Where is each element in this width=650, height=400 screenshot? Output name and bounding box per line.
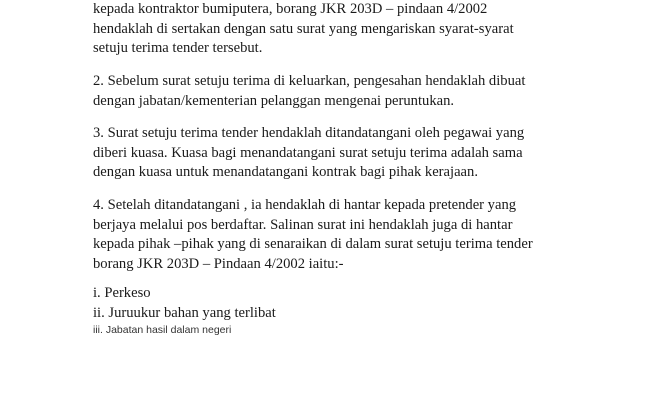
list-item: i. Perkeso [93, 285, 151, 301]
list-item: ii. Juruukur bahan yang terlibat [93, 304, 276, 321]
text-line: dengan jabatan/kementerian pelanggan mengenai peruntukan. [93, 92, 455, 109]
text-line: borang JKR 203D – Pindaan 4/2002 iaitu:- [93, 255, 344, 272]
paragraph-4 [93, 196, 533, 274]
text-line: kepada pihak –pihak yang di senaraikan di dalam surat setuju terima tender [93, 236, 533, 252]
text-line: setuju terima tender tersebut. [93, 40, 263, 56]
paragraph-3 [93, 124, 524, 183]
text-line: 3. Surat setuju terima tender hendaklah ditandatangani oleh pegawai yang [93, 125, 525, 141]
recipient-list [93, 284, 276, 337]
text-line: 4. Setelah ditandatangani , ia hendaklah di hantar kepada pretender yang [93, 197, 517, 213]
text-line: 2. Sebelum surat setuju terima di keluarkan, pengesahan hendaklah dibuat [93, 73, 526, 89]
text-line: diberi kuasa. Kuasa bagi menandatangani surat setuju terima adalah sama [93, 144, 523, 161]
text-line: dengan kuasa untuk menandatangani kontrak bagi pihak kerajaan. [93, 164, 478, 180]
paragraph-1-continuation [93, 0, 514, 59]
text-line: hendaklah di sertakan dengan satu surat yang mengariskan syarat-syarat [93, 20, 514, 37]
text-line: kepada kontraktor bumiputera, borang JKR 203D – pindaan 4/2002 [93, 1, 488, 17]
paragraph-2 [93, 72, 525, 111]
text-line: berjaya melalui pos berdaftar. Salinan surat ini hendaklah juga di hantar [93, 216, 513, 233]
list-item: iii. Jabatan hasil dalam negeri [93, 324, 232, 336]
